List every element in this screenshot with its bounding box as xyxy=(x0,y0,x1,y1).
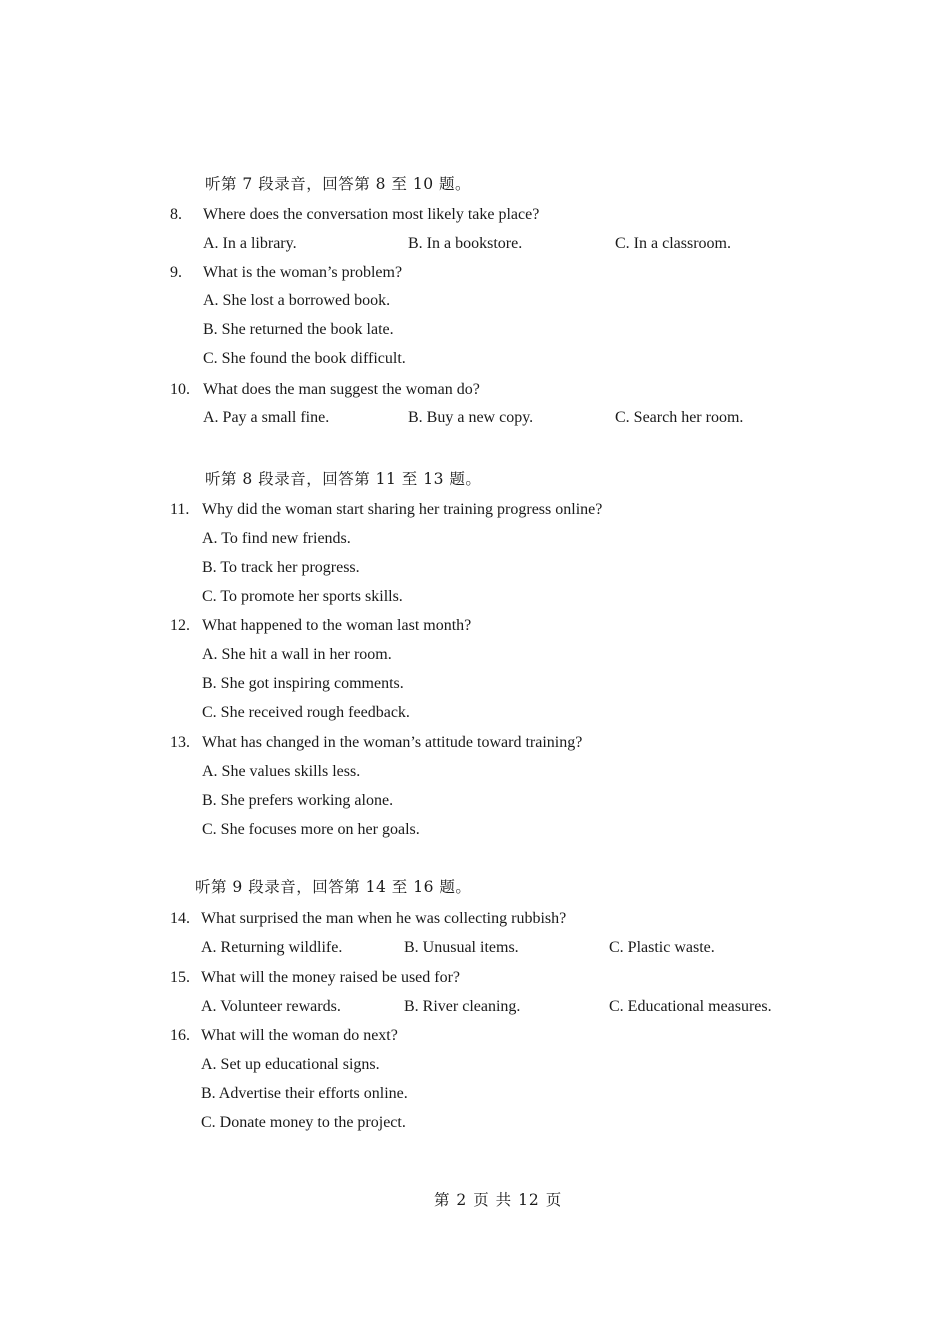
option-c: C. Plastic waste. xyxy=(609,939,715,956)
option-a: A. She values skills less. xyxy=(202,763,361,780)
option-a: A. She lost a borrowed book. xyxy=(203,292,391,309)
option-a: A. Set up educational signs. xyxy=(201,1056,380,1073)
question-text: What is the woman’s problem? xyxy=(203,264,403,281)
option-b: B. Buy a new copy. xyxy=(408,409,534,426)
option-c: C. Search her room. xyxy=(615,409,744,426)
question-text: What has changed in the woman’s attitude toward training? xyxy=(202,734,583,751)
option-c: C. To promote her sports skills. xyxy=(202,588,403,605)
option-c: C. She focuses more on her goals. xyxy=(202,821,420,838)
option-a: A. Volunteer rewards. xyxy=(201,998,341,1015)
option-b: B. She got inspiring comments. xyxy=(202,675,404,692)
option-c: C. Donate money to the project. xyxy=(201,1114,406,1131)
question-number: 9. xyxy=(170,264,182,281)
question-text: What will the woman do next? xyxy=(201,1027,398,1044)
option-a: A. In a library. xyxy=(203,235,297,252)
section-heading: 听第 8 段录音，回答第 11 至 13 题。 xyxy=(205,470,482,488)
option-b: B. River cleaning. xyxy=(404,998,521,1015)
question-text: Where does the conversation most likely take place? xyxy=(203,206,540,223)
question-text: What happened to the woman last month? xyxy=(202,617,472,634)
question-number: 12. xyxy=(170,617,190,634)
option-a: A. To find new friends. xyxy=(202,530,351,547)
question-text: What will the money raised be used for? xyxy=(201,969,461,986)
option-c: C. In a classroom. xyxy=(615,235,731,252)
option-c: C. She found the book difficult. xyxy=(203,350,406,367)
question-text: What does the man suggest the woman do? xyxy=(203,381,480,398)
option-b: B. She returned the book late. xyxy=(203,321,394,338)
section-heading: 听第 9 段录音，回答第 14 至 16 题。 xyxy=(195,878,472,896)
question-number: 11. xyxy=(170,501,190,518)
question-number: 13. xyxy=(170,734,190,751)
option-c: C. Educational measures. xyxy=(609,998,772,1015)
question-number: 15. xyxy=(170,969,190,986)
question-number: 16. xyxy=(170,1027,190,1044)
option-b: B. Unusual items. xyxy=(404,939,519,956)
page-footer: 第 2 页 共 12 页 xyxy=(434,1191,563,1209)
option-a: A. She hit a wall in her room. xyxy=(202,646,392,663)
question-number: 14. xyxy=(170,910,190,927)
option-a: A. Pay a small fine. xyxy=(203,409,330,426)
option-c: C. She received rough feedback. xyxy=(202,704,410,721)
option-a: A. Returning wildlife. xyxy=(201,939,343,956)
question-number: 10. xyxy=(170,381,190,398)
option-b: B. In a bookstore. xyxy=(408,235,523,252)
option-b: B. To track her progress. xyxy=(202,559,360,576)
question-text: Why did the woman start sharing her training progress online? xyxy=(202,501,603,518)
question-text: What surprised the man when he was collecting rubbish? xyxy=(201,910,567,927)
question-number: 8. xyxy=(170,206,182,223)
section-heading: 听第 7 段录音，回答第 8 至 10 题。 xyxy=(205,175,472,193)
option-b: B. She prefers working alone. xyxy=(202,792,394,809)
option-b: B. Advertise their efforts online. xyxy=(201,1085,408,1102)
